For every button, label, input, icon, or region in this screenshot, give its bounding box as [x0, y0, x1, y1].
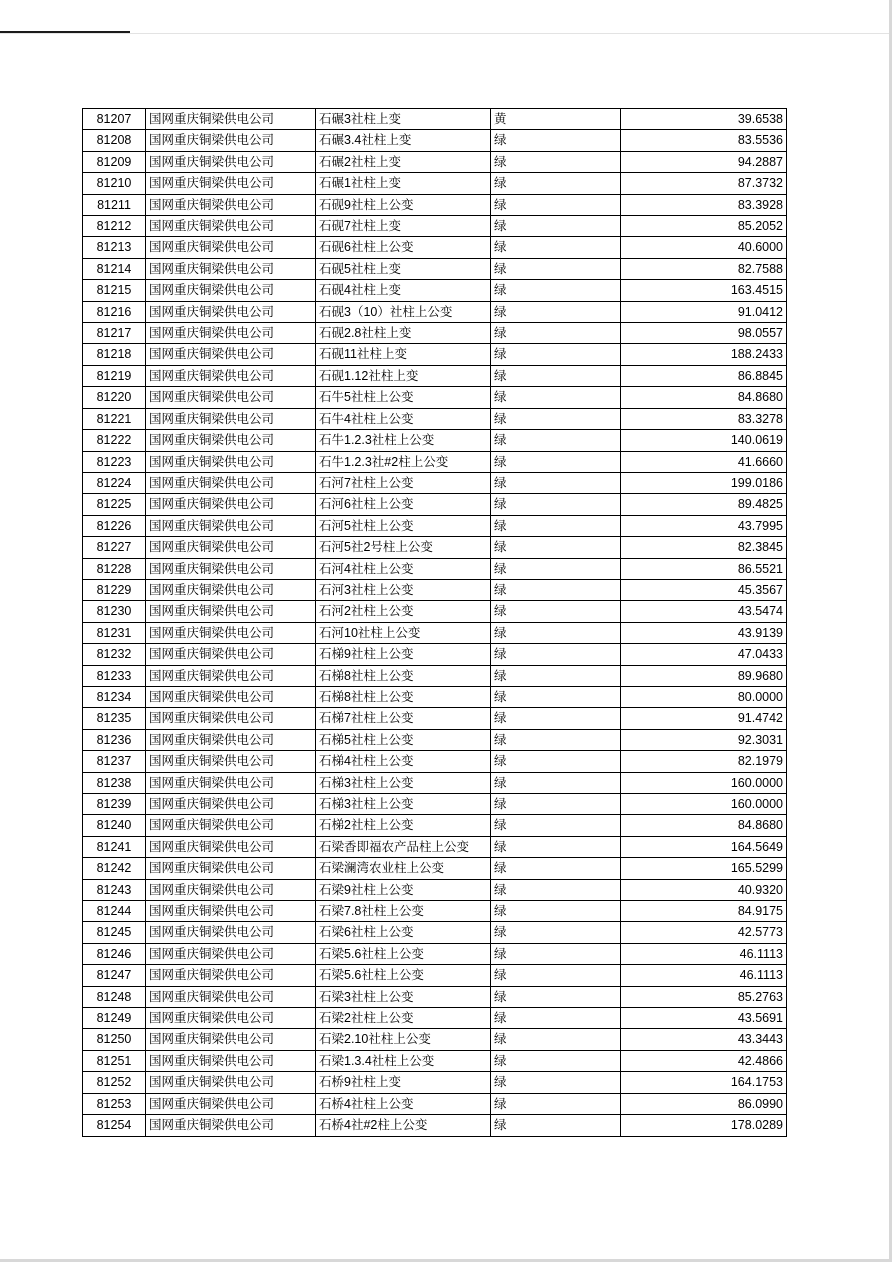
table-row	[83, 323, 787, 344]
cell-company: 国网重庆铜梁供电公司	[146, 922, 316, 943]
cell-id: 81235	[83, 708, 146, 729]
cell-station-name: 石砚5社柱上变	[316, 258, 491, 279]
table-row	[83, 408, 787, 429]
cell-status-color: 绿	[491, 365, 621, 386]
table-row	[83, 686, 787, 707]
cell-station-name: 石碾2社柱上变	[316, 151, 491, 172]
cell-value: 43.3443	[621, 1029, 787, 1050]
cell-status-color: 绿	[491, 472, 621, 493]
cell-status-color: 绿	[491, 879, 621, 900]
cell-status-color: 绿	[491, 922, 621, 943]
cell-station-name: 石梁5.6社柱上公变	[316, 965, 491, 986]
cell-company: 国网重庆铜梁供电公司	[146, 729, 316, 750]
cell-value: 82.3845	[621, 537, 787, 558]
cell-value: 40.6000	[621, 237, 787, 258]
table-row	[83, 280, 787, 301]
cell-value: 46.1113	[621, 965, 787, 986]
table-row	[83, 558, 787, 579]
cell-status-color: 绿	[491, 794, 621, 815]
cell-company: 国网重庆铜梁供电公司	[146, 216, 316, 237]
cell-id: 81253	[83, 1093, 146, 1114]
cell-id: 81245	[83, 922, 146, 943]
cell-station-name: 石梁1.3.4社柱上公变	[316, 1050, 491, 1071]
table-row	[83, 751, 787, 772]
cell-company: 国网重庆铜梁供电公司	[146, 130, 316, 151]
cell-id: 81218	[83, 344, 146, 365]
table-row	[83, 387, 787, 408]
cell-id: 81230	[83, 601, 146, 622]
cell-station-name: 石梯4社柱上公变	[316, 751, 491, 772]
cell-id: 81208	[83, 130, 146, 151]
cell-id: 81247	[83, 965, 146, 986]
cell-value: 160.0000	[621, 794, 787, 815]
cell-status-color: 绿	[491, 151, 621, 172]
cell-value: 42.4866	[621, 1050, 787, 1071]
cell-company: 国网重庆铜梁供电公司	[146, 708, 316, 729]
cell-status-color: 绿	[491, 858, 621, 879]
cell-status-color: 绿	[491, 515, 621, 536]
cell-station-name: 石梯3社柱上公变	[316, 772, 491, 793]
table-row	[83, 430, 787, 451]
cell-status-color: 绿	[491, 130, 621, 151]
cell-company: 国网重庆铜梁供电公司	[146, 901, 316, 922]
cell-status-color: 绿	[491, 901, 621, 922]
cell-station-name: 石梁3社柱上公变	[316, 986, 491, 1007]
table-row	[83, 858, 787, 879]
cell-value: 83.3928	[621, 194, 787, 215]
cell-value: 94.2887	[621, 151, 787, 172]
cell-station-name: 石砚2.8社柱上变	[316, 323, 491, 344]
table-row	[83, 901, 787, 922]
table-row	[83, 665, 787, 686]
cell-status-color: 绿	[491, 986, 621, 1007]
cell-company: 国网重庆铜梁供电公司	[146, 665, 316, 686]
cell-id: 81234	[83, 686, 146, 707]
cell-station-name: 石河3社柱上公变	[316, 579, 491, 600]
cell-station-name: 石牛5社柱上公变	[316, 387, 491, 408]
cell-station-name: 石河10社柱上公变	[316, 622, 491, 643]
table-row	[83, 622, 787, 643]
cell-company: 国网重庆铜梁供电公司	[146, 430, 316, 451]
cell-id: 81225	[83, 494, 146, 515]
cell-id: 81243	[83, 879, 146, 900]
cell-id: 81239	[83, 794, 146, 815]
cell-value: 83.3278	[621, 408, 787, 429]
cell-id: 81229	[83, 579, 146, 600]
cell-company: 国网重庆铜梁供电公司	[146, 772, 316, 793]
cell-company: 国网重庆铜梁供电公司	[146, 194, 316, 215]
table-row	[83, 965, 787, 986]
cell-id: 81212	[83, 216, 146, 237]
cell-company: 国网重庆铜梁供电公司	[146, 751, 316, 772]
cell-value: 84.8680	[621, 387, 787, 408]
cell-id: 81207	[83, 109, 146, 130]
cell-station-name: 石碾1社柱上变	[316, 173, 491, 194]
cell-value: 40.9320	[621, 879, 787, 900]
cell-value: 163.4515	[621, 280, 787, 301]
cell-company: 国网重庆铜梁供电公司	[146, 151, 316, 172]
cell-value: 85.2052	[621, 216, 787, 237]
cell-id: 81250	[83, 1029, 146, 1050]
cell-station-name: 石碾3社柱上变	[316, 109, 491, 130]
table-row	[83, 601, 787, 622]
cell-station-name: 石砚11社柱上变	[316, 344, 491, 365]
cell-company: 国网重庆铜梁供电公司	[146, 451, 316, 472]
cell-company: 国网重庆铜梁供电公司	[146, 1072, 316, 1093]
cell-status-color: 黄	[491, 109, 621, 130]
table-row	[83, 579, 787, 600]
cell-station-name: 石桥4社柱上公变	[316, 1093, 491, 1114]
table-row	[83, 109, 787, 130]
cell-station-name: 石桥4社#2柱上公变	[316, 1115, 491, 1136]
cell-company: 国网重庆铜梁供电公司	[146, 815, 316, 836]
cell-status-color: 绿	[491, 1072, 621, 1093]
cell-station-name: 石河7社柱上公变	[316, 472, 491, 493]
cell-station-name: 石梯3社柱上公变	[316, 794, 491, 815]
cell-value: 43.9139	[621, 622, 787, 643]
table-row	[83, 1093, 787, 1114]
cell-value: 91.0412	[621, 301, 787, 322]
cell-value: 43.7995	[621, 515, 787, 536]
table-row	[83, 879, 787, 900]
cell-id: 81227	[83, 537, 146, 558]
cell-station-name: 石梯5社柱上公变	[316, 729, 491, 750]
table-row	[83, 943, 787, 964]
table-row	[83, 151, 787, 172]
table-row	[83, 237, 787, 258]
cell-company: 国网重庆铜梁供电公司	[146, 109, 316, 130]
cell-id: 81223	[83, 451, 146, 472]
cell-company: 国网重庆铜梁供电公司	[146, 558, 316, 579]
cell-company: 国网重庆铜梁供电公司	[146, 515, 316, 536]
cell-id: 81252	[83, 1072, 146, 1093]
cell-status-color: 绿	[491, 1008, 621, 1029]
cell-company: 国网重庆铜梁供电公司	[146, 1115, 316, 1136]
table-row	[83, 1008, 787, 1029]
cell-id: 81220	[83, 387, 146, 408]
cell-status-color: 绿	[491, 387, 621, 408]
cell-id: 81221	[83, 408, 146, 429]
cell-id: 81254	[83, 1115, 146, 1136]
cell-company: 国网重庆铜梁供电公司	[146, 644, 316, 665]
cell-station-name: 石牛4社柱上公变	[316, 408, 491, 429]
cell-value: 98.0557	[621, 323, 787, 344]
cell-id: 81209	[83, 151, 146, 172]
cell-id: 81214	[83, 258, 146, 279]
cell-id: 81249	[83, 1008, 146, 1029]
cell-station-name: 石梯8社柱上公变	[316, 686, 491, 707]
cell-status-color: 绿	[491, 344, 621, 365]
cell-station-name: 石河6社柱上公变	[316, 494, 491, 515]
cell-status-color: 绿	[491, 1029, 621, 1050]
table-row	[83, 815, 787, 836]
cell-company: 国网重庆铜梁供电公司	[146, 280, 316, 301]
cell-value: 91.4742	[621, 708, 787, 729]
cell-company: 国网重庆铜梁供电公司	[146, 794, 316, 815]
cell-status-color: 绿	[491, 558, 621, 579]
cell-status-color: 绿	[491, 323, 621, 344]
cell-id: 81210	[83, 173, 146, 194]
table-row	[83, 515, 787, 536]
cell-id: 81215	[83, 280, 146, 301]
cell-value: 164.1753	[621, 1072, 787, 1093]
table-row	[83, 708, 787, 729]
table-row	[83, 365, 787, 386]
cell-station-name: 石河4社柱上公变	[316, 558, 491, 579]
cell-status-color: 绿	[491, 537, 621, 558]
cell-id: 81244	[83, 901, 146, 922]
cell-id: 81224	[83, 472, 146, 493]
cell-station-name: 石河5社2号柱上公变	[316, 537, 491, 558]
cell-station-name: 石梁澜湾农业柱上公变	[316, 858, 491, 879]
cell-company: 国网重庆铜梁供电公司	[146, 494, 316, 515]
cell-status-color: 绿	[491, 622, 621, 643]
cell-company: 国网重庆铜梁供电公司	[146, 365, 316, 386]
cell-station-name: 石砚9社柱上公变	[316, 194, 491, 215]
cell-value: 89.4825	[621, 494, 787, 515]
table-row	[83, 644, 787, 665]
cell-company: 国网重庆铜梁供电公司	[146, 1029, 316, 1050]
cell-station-name: 石河5社柱上公变	[316, 515, 491, 536]
cell-status-color: 绿	[491, 772, 621, 793]
cell-id: 81240	[83, 815, 146, 836]
cell-status-color: 绿	[491, 173, 621, 194]
cell-station-name: 石桥9社柱上变	[316, 1072, 491, 1093]
cell-value: 188.2433	[621, 344, 787, 365]
cell-id: 81242	[83, 858, 146, 879]
cell-value: 82.7588	[621, 258, 787, 279]
cell-station-name: 石砚3（10）社柱上公变	[316, 301, 491, 322]
cell-company: 国网重庆铜梁供电公司	[146, 408, 316, 429]
cell-id: 81251	[83, 1050, 146, 1071]
cell-status-color: 绿	[491, 729, 621, 750]
cell-company: 国网重庆铜梁供电公司	[146, 323, 316, 344]
cell-status-color: 绿	[491, 1115, 621, 1136]
cell-company: 国网重庆铜梁供电公司	[146, 472, 316, 493]
cell-value: 83.5536	[621, 130, 787, 151]
cell-status-color: 绿	[491, 579, 621, 600]
table-row	[83, 258, 787, 279]
cell-station-name: 石碾3.4社柱上变	[316, 130, 491, 151]
cell-value: 80.0000	[621, 686, 787, 707]
cell-value: 82.1979	[621, 751, 787, 772]
table-row	[83, 836, 787, 857]
cell-id: 81217	[83, 323, 146, 344]
cell-id: 81211	[83, 194, 146, 215]
table-body	[83, 109, 787, 1137]
cell-status-color: 绿	[491, 644, 621, 665]
cell-id: 81219	[83, 365, 146, 386]
cell-id: 81213	[83, 237, 146, 258]
cell-status-color: 绿	[491, 430, 621, 451]
cell-station-name: 石牛1.2.3社柱上公变	[316, 430, 491, 451]
table-row	[83, 216, 787, 237]
table-row	[83, 537, 787, 558]
cell-station-name: 石梁2.10社柱上公变	[316, 1029, 491, 1050]
table-row	[83, 772, 787, 793]
cell-value: 165.5299	[621, 858, 787, 879]
top-hairline	[0, 33, 892, 34]
cell-company: 国网重庆铜梁供电公司	[146, 686, 316, 707]
cell-value: 45.3567	[621, 579, 787, 600]
cell-value: 178.0289	[621, 1115, 787, 1136]
cell-status-color: 绿	[491, 216, 621, 237]
cell-value: 43.5474	[621, 601, 787, 622]
cell-id: 81232	[83, 644, 146, 665]
cell-id: 81236	[83, 729, 146, 750]
cell-station-name: 石河2社柱上公变	[316, 601, 491, 622]
cell-company: 国网重庆铜梁供电公司	[146, 258, 316, 279]
cell-status-color: 绿	[491, 1050, 621, 1071]
cell-value: 140.0619	[621, 430, 787, 451]
cell-id: 81226	[83, 515, 146, 536]
cell-value: 41.6660	[621, 451, 787, 472]
cell-status-color: 绿	[491, 258, 621, 279]
cell-status-color: 绿	[491, 943, 621, 964]
table-row	[83, 986, 787, 1007]
cell-id: 81241	[83, 836, 146, 857]
cell-station-name: 石梁香即福农产品柱上公变	[316, 836, 491, 857]
cell-value: 89.9680	[621, 665, 787, 686]
cell-status-color: 绿	[491, 965, 621, 986]
table-row	[83, 344, 787, 365]
cell-station-name: 石牛1.2.3社#2柱上公变	[316, 451, 491, 472]
cell-company: 国网重庆铜梁供电公司	[146, 836, 316, 857]
cell-id: 81231	[83, 622, 146, 643]
table-row	[83, 729, 787, 750]
cell-station-name: 石梁6社柱上公变	[316, 922, 491, 943]
cell-company: 国网重庆铜梁供电公司	[146, 237, 316, 258]
cell-company: 国网重庆铜梁供电公司	[146, 965, 316, 986]
cell-station-name: 石梯9社柱上公变	[316, 644, 491, 665]
cell-status-color: 绿	[491, 301, 621, 322]
cell-id: 81216	[83, 301, 146, 322]
cell-company: 国网重庆铜梁供电公司	[146, 387, 316, 408]
cell-company: 国网重庆铜梁供电公司	[146, 622, 316, 643]
cell-station-name: 石梁2社柱上公变	[316, 1008, 491, 1029]
cell-company: 国网重庆铜梁供电公司	[146, 943, 316, 964]
cell-status-color: 绿	[491, 1093, 621, 1114]
cell-value: 47.0433	[621, 644, 787, 665]
cell-status-color: 绿	[491, 815, 621, 836]
cell-station-name: 石梁9社柱上公变	[316, 879, 491, 900]
cell-value: 164.5649	[621, 836, 787, 857]
cell-status-color: 绿	[491, 751, 621, 772]
cell-station-name: 石梯7社柱上公变	[316, 708, 491, 729]
cell-value: 86.5521	[621, 558, 787, 579]
cell-company: 国网重庆铜梁供电公司	[146, 579, 316, 600]
cell-value: 85.2763	[621, 986, 787, 1007]
cell-status-color: 绿	[491, 601, 621, 622]
cell-station-name: 石梁7.8社柱上公变	[316, 901, 491, 922]
cell-status-color: 绿	[491, 686, 621, 707]
cell-id: 81222	[83, 430, 146, 451]
cell-value: 39.6538	[621, 109, 787, 130]
cell-value: 86.0990	[621, 1093, 787, 1114]
cell-station-name: 石砚6社柱上公变	[316, 237, 491, 258]
table-row	[83, 194, 787, 215]
cell-value: 46.1113	[621, 943, 787, 964]
cell-id: 81246	[83, 943, 146, 964]
cell-station-name: 石梯2社柱上公变	[316, 815, 491, 836]
cell-value: 42.5773	[621, 922, 787, 943]
table-row	[83, 1050, 787, 1071]
cell-status-color: 绿	[491, 494, 621, 515]
cell-status-color: 绿	[491, 280, 621, 301]
table-row	[83, 130, 787, 151]
cell-id: 81228	[83, 558, 146, 579]
table-row	[83, 1115, 787, 1136]
cell-value: 84.8680	[621, 815, 787, 836]
cell-company: 国网重庆铜梁供电公司	[146, 1050, 316, 1071]
cell-company: 国网重庆铜梁供电公司	[146, 344, 316, 365]
cell-station-name: 石砚4社柱上变	[316, 280, 491, 301]
cell-status-color: 绿	[491, 665, 621, 686]
cell-status-color: 绿	[491, 708, 621, 729]
table-row	[83, 794, 787, 815]
cell-value: 199.0186	[621, 472, 787, 493]
cell-company: 国网重庆铜梁供电公司	[146, 986, 316, 1007]
cell-value: 84.9175	[621, 901, 787, 922]
cell-status-color: 绿	[491, 237, 621, 258]
table-row	[83, 1029, 787, 1050]
cell-company: 国网重庆铜梁供电公司	[146, 858, 316, 879]
cell-station-name: 石梯8社柱上公变	[316, 665, 491, 686]
cell-status-color: 绿	[491, 408, 621, 429]
cell-id: 81248	[83, 986, 146, 1007]
cell-status-color: 绿	[491, 836, 621, 857]
cell-value: 160.0000	[621, 772, 787, 793]
cell-value: 87.3732	[621, 173, 787, 194]
table-row	[83, 922, 787, 943]
cell-station-name: 石砚7社柱上变	[316, 216, 491, 237]
cell-id: 81233	[83, 665, 146, 686]
cell-company: 国网重庆铜梁供电公司	[146, 1093, 316, 1114]
power-station-table	[82, 108, 787, 1137]
cell-company: 国网重庆铜梁供电公司	[146, 301, 316, 322]
cell-company: 国网重庆铜梁供电公司	[146, 173, 316, 194]
cell-id: 81238	[83, 772, 146, 793]
cell-value: 43.5691	[621, 1008, 787, 1029]
cell-company: 国网重庆铜梁供电公司	[146, 601, 316, 622]
table-row	[83, 472, 787, 493]
cell-status-color: 绿	[491, 451, 621, 472]
table-row	[83, 301, 787, 322]
cell-id: 81237	[83, 751, 146, 772]
cell-value: 92.3031	[621, 729, 787, 750]
table-row	[83, 1072, 787, 1093]
cell-station-name: 石砚1.12社柱上变	[316, 365, 491, 386]
table-row	[83, 494, 787, 515]
cell-value: 86.8845	[621, 365, 787, 386]
cell-company: 国网重庆铜梁供电公司	[146, 1008, 316, 1029]
cell-company: 国网重庆铜梁供电公司	[146, 879, 316, 900]
table-row	[83, 451, 787, 472]
cell-station-name: 石梁5.6社柱上公变	[316, 943, 491, 964]
cell-company: 国网重庆铜梁供电公司	[146, 537, 316, 558]
table-row	[83, 173, 787, 194]
cell-status-color: 绿	[491, 194, 621, 215]
